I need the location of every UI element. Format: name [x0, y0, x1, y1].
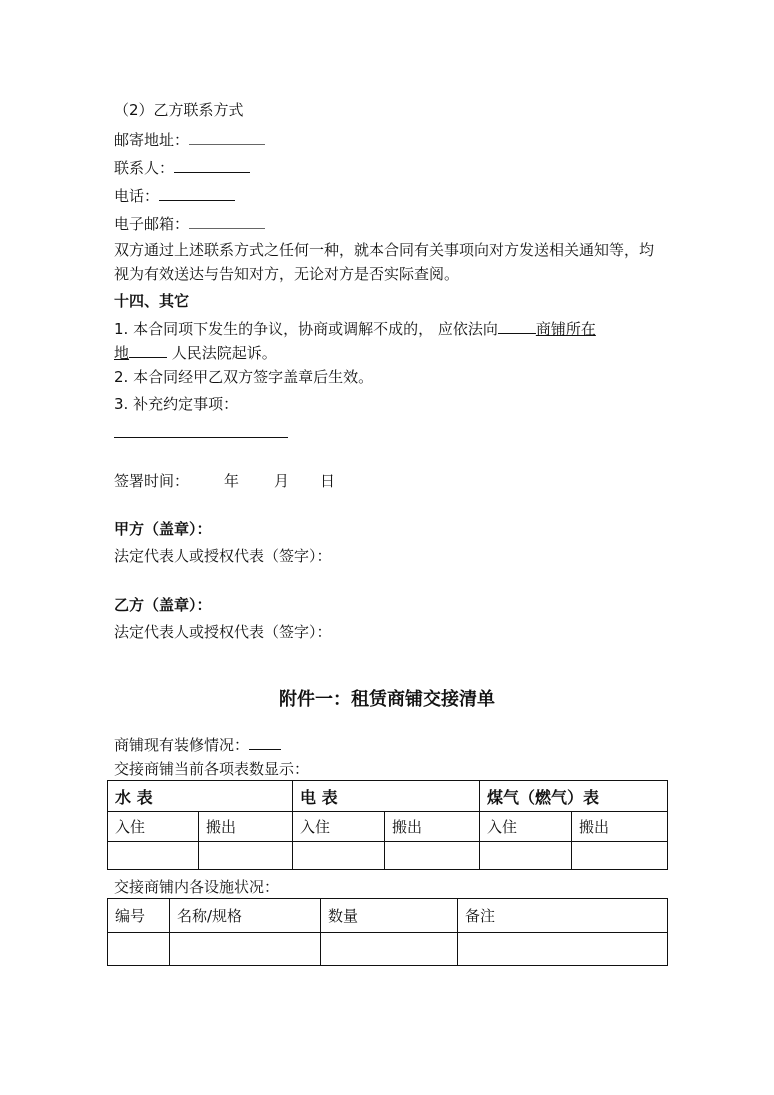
facility-status-table [107, 898, 668, 966]
party-b-seal-label: 乙方（盖章）： [114, 596, 212, 614]
clause-3: 3. 补充约定事项： [114, 395, 239, 413]
electric-move-in-header: 入住 [293, 812, 385, 842]
meter-readings-table [107, 780, 668, 870]
signing-month-label: 月 [274, 472, 290, 490]
email-field[interactable] [189, 212, 265, 229]
annex-title: 附件一：租赁商铺交接清单 [279, 689, 495, 710]
water-move-out-header: 搬出 [199, 812, 293, 842]
electric-move-out-cell[interactable] [385, 842, 480, 870]
clause-1-line-2 [114, 341, 277, 363]
meter-intro: 交接商铺当前各项表数显示： [114, 760, 310, 778]
electric-move-out-header: 搬出 [385, 812, 480, 842]
party-a-seal-label: 甲方（盖章）： [114, 520, 212, 538]
clause-1-prefix: 1. 本合同项下发生的争议，协商或调解不成的， 应依法向 [114, 320, 498, 338]
contact-person-row [114, 156, 250, 178]
facility-number-header: 编号 [108, 899, 170, 933]
clause-2: 2. 本合同经甲乙双方签字盖章后生效。 [114, 368, 374, 386]
mailing-address-label: 邮寄地址： [114, 131, 190, 149]
signing-time-row [114, 471, 336, 491]
supplementary-terms-field[interactable] [114, 436, 288, 438]
court-blank-trail[interactable] [129, 341, 167, 358]
decoration-label: 商铺现有装修情况： [114, 736, 250, 754]
facility-remarks-cell[interactable] [458, 933, 668, 966]
contact-person-field[interactable] [174, 156, 250, 173]
decoration-field[interactable] [249, 733, 281, 750]
water-move-out-cell[interactable] [199, 842, 293, 870]
water-meter-header: 水 表 [108, 781, 293, 812]
court-location-part-1: 商铺所在 [535, 320, 596, 338]
mailing-address-field[interactable] [189, 128, 265, 145]
electric-move-in-cell[interactable] [293, 842, 385, 870]
contact-person-label: 联系人： [114, 159, 175, 177]
section-14-heading: 十四、其它 [114, 292, 190, 310]
gas-move-in-cell[interactable] [480, 842, 572, 870]
signing-time-label: 签署时间： [114, 472, 190, 490]
facility-name-header: 名称/规格 [170, 899, 321, 933]
facility-name-cell[interactable] [170, 933, 321, 966]
email-label: 电子邮箱： [114, 215, 190, 233]
party-b-representative-label: 法定代表人或授权代表（签字）： [114, 623, 332, 641]
phone-field[interactable] [159, 184, 235, 201]
facility-remarks-header: 备注 [458, 899, 668, 933]
gas-move-out-header: 搬出 [572, 812, 668, 842]
electric-meter-header: 电 表 [293, 781, 480, 812]
phone-row [114, 184, 235, 206]
phone-label: 电话： [114, 187, 160, 205]
water-move-in-header: 入住 [108, 812, 199, 842]
notice-line-1: 双方通过上述联系方式之任何一种，就本合同有关事项向对方发送相关通知等，均 [114, 241, 655, 259]
contact-heading: （2）乙方联系方式 [114, 101, 244, 119]
facility-quantity-header: 数量 [321, 899, 458, 933]
signing-year-label: 年 [224, 472, 240, 490]
facility-intro: 交接商铺内各设施状况： [114, 878, 280, 896]
signing-day-label: 日 [320, 472, 336, 490]
clause-1-suffix: 人民法院起诉。 [171, 344, 277, 362]
notice-line-2: 视为有效送达与告知对方，无论对方是否实际查阅。 [114, 265, 460, 283]
clause-1-line-1 [114, 317, 596, 339]
water-move-in-cell[interactable] [108, 842, 199, 870]
court-location-part-2: 地 [114, 344, 130, 362]
gas-move-in-header: 入住 [480, 812, 572, 842]
facility-number-cell[interactable] [108, 933, 170, 966]
court-blank-lead[interactable] [498, 317, 536, 334]
party-a-representative-label: 法定代表人或授权代表（签字）： [114, 547, 332, 565]
facility-quantity-cell[interactable] [321, 933, 458, 966]
decoration-row [114, 733, 281, 755]
gas-meter-header: 煤气（燃气）表 [480, 781, 668, 812]
gas-move-out-cell[interactable] [572, 842, 668, 870]
email-row [114, 212, 265, 234]
mailing-address-row [114, 128, 265, 150]
